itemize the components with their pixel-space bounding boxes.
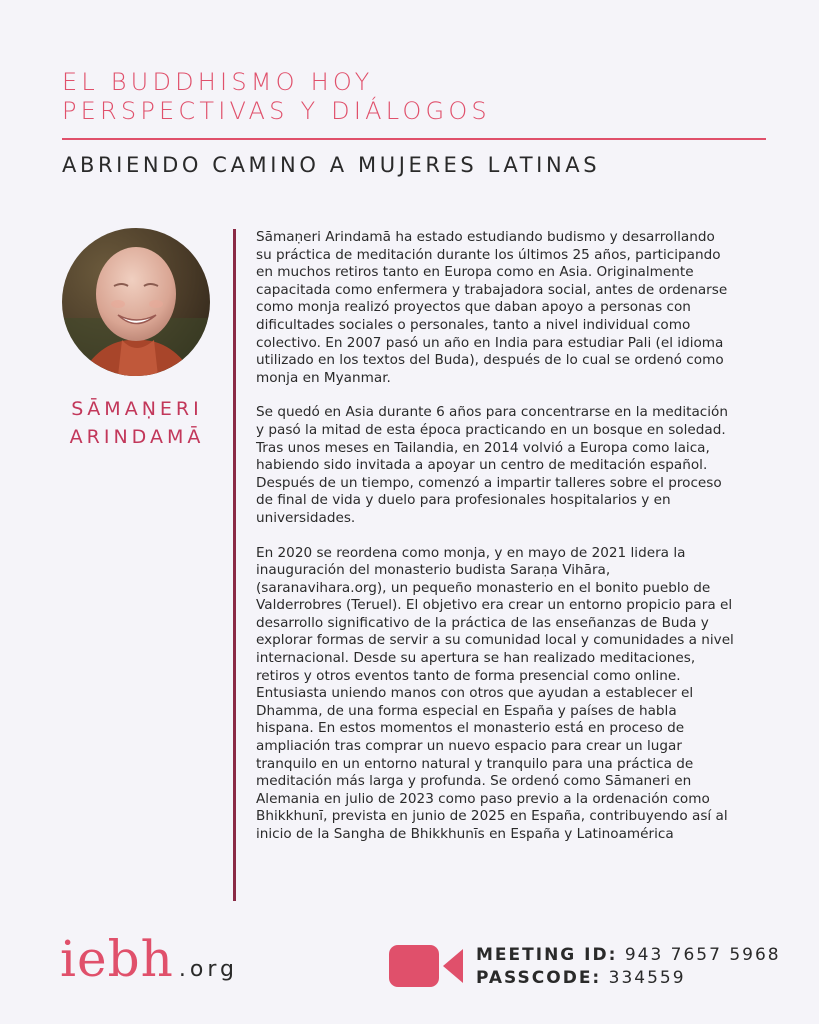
speaker-photo	[62, 228, 210, 376]
iebh-logo	[60, 930, 238, 988]
speaker-bio	[256, 229, 796, 861]
logo-main-text: iebh	[60, 930, 174, 988]
bio-paragraph-1: Sāmaṇeri Arindamā ha estado estudiando budismo y desarrollando su práctica de meditación durante los últimos 25 años, participando en muchos retiros tanto en Europa como en Asia. Originalmente capacitada como enfermera y trabajadora social, antes de ordenarse como monja realizó proyectos que daban apoyo a personas con dificultades sociales o personales, tanto a nivel individual como colectivo. En 2007 pasó un año en India para estudiar Pali (el idioma utilizado en los textos del Buda), después de lo cual se ordenó como monja en Myanmar.	[256, 229, 728, 386]
meeting-id-label: MEETING ID:	[476, 945, 618, 965]
content-divider	[233, 229, 236, 901]
logo-suffix-text: .org	[178, 957, 238, 982]
video-camera-icon	[389, 945, 463, 991]
page-subtitle: ABRIENDO CAMINO A MUJERES LATINAS	[62, 153, 601, 177]
passcode-value: 334559	[608, 968, 686, 988]
bio-paragraph-2: Se quedó en Asia durante 6 años para concentrarse en la meditación y pasó la mitad de esta época practicando en un bosque en soledad. Tras unos meses en Tailandia, en 2014 volvió a Europa como laica, habiendo sido invitada a apoyar un centro de meditación español. Después de un tiempo, comenzó a impartir talleres sobre el proceso de final de vida y duelo para profesionales hospitalarios y en universidades.	[256, 404, 728, 526]
speaker-name-line1: SĀMAṆERI	[71, 398, 203, 420]
meeting-id-value: 943 7657 5968	[624, 945, 781, 965]
passcode-row	[476, 967, 781, 990]
meeting-info	[476, 944, 781, 990]
passcode-label: PASSCODE:	[476, 968, 602, 988]
header-title-line1: EL BUDDHISMO HOY	[62, 68, 374, 96]
bio-paragraph-3: En 2020 se reordena como monja, y en mayo de 2021 lidera la inauguración del monasterio budista Saraṇa Vihāra, (saranavihara.org), un pequeño monasterio en el bonito pueblo de Valderrobres (Teruel). El objetivo era crear un entorno propicio para el desarrollo significativo de la práctica de las enseñanzas de Buda y explorar formas de servir a su comunidad local y comunidades a nivel internacional. Desde su apertura se han realizado meditaciones, retiros y otros eventos tanto de forma presencial como online. Entusiasta uniendo manos con otros que ayudan a establecer el Dhamma, de una forma especial en España y países de habla hispana. En estos momentos el monasterio está en proceso de ampliación tras comprar un nuevo espacio para crear un lugar tranquilo en un entorno natural y tranquilo para una práctica de meditación más larga y profunda. Se ordenó como Sāmaneri en Alemania en julio de 2023 como paso previo a la ordenación como Bhikkhunī, prevista en junio de 2025 en España, contribuyendo así al inicio de la Sangha de Bhikkhunīs en España y Latinoamérica	[256, 544, 734, 842]
header-divider	[62, 138, 766, 140]
speaker-name-line2: ARINDAMĀ	[69, 426, 205, 448]
meeting-id-row	[476, 944, 781, 967]
header-title-line2: PERSPECTIVAS Y DIÁLOGOS	[62, 97, 491, 125]
